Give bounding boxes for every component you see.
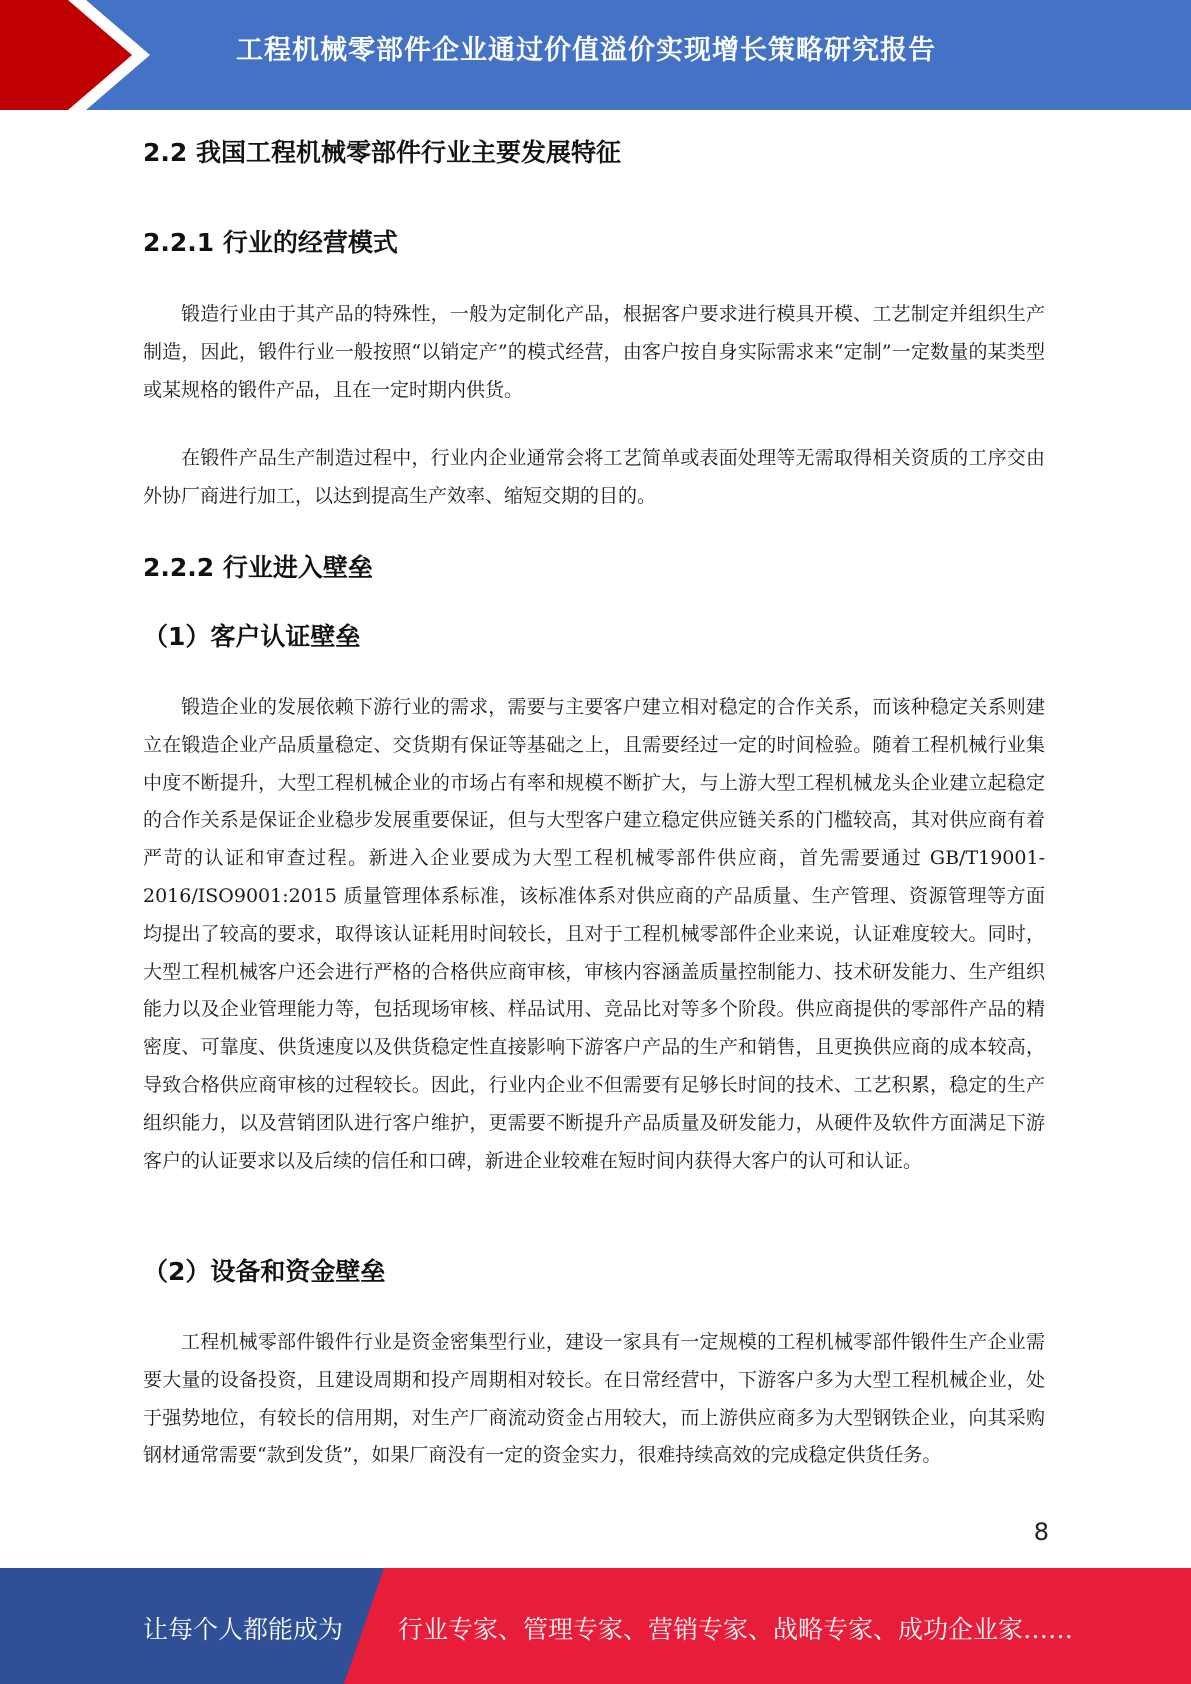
subheading-customer-certification: （1）客户认证壁垒 (143, 622, 361, 651)
subheading-equipment-capital: （2）设备和资金壁垒 (143, 1257, 386, 1286)
paragraph-equipment-capital: 工程机械零部件锻件行业是资金密集型行业，建设一家具有一定规模的工程机械零部件锻件生产企业需要大量的设备投资，且建设周期和投产周期相对较长。在日常经营中，下游客户多为大型工程机械企业，处于强势地位，有较长的信用期，对生产厂商流动资金占用较大，而上游供应商多为大型钢铁企业，向其采购钢材通常需要“款到发货”，如果厂商没有一定的资金实力，很难持续高效的完成稳定供货任务。 (143, 1331, 1045, 1467)
footer-slogan-right: 行业专家、管理专家、营销专家、战略专家、成功企业家…… (398, 1615, 1074, 1644)
heading-2-2-2: 2.2.2 行业进入壁垒 (143, 553, 373, 582)
page-number: 8 (1033, 1518, 1049, 1546)
footer-slogan-left: 让每个人都能成为 (143, 1615, 344, 1644)
heading-2-2-1: 2.2.1 行业的经营模式 (143, 228, 398, 257)
heading-2-2: 2.2 我国工程机械零部件行业主要发展特征 (143, 138, 621, 167)
paragraph-business-model-2: 在锻件产品生产制造过程中，行业内企业通常会将工艺简单或表面处理等无需取得相关资质的工序交由外协厂商进行加工，以达到提高生产效率、缩短交期的目的。 (143, 447, 1045, 507)
page-header (0, 0, 1191, 110)
paragraph-customer-certification: 锻造企业的发展依赖下游行业的需求，需要与主要客户建立相对稳定的合作关系，而该种稳定关系则建立在锻造企业产品质量稳定、交货期有保证等基础之上，且需要经过一定的时间检验。随着工程机械行业集中度不断提升，大型工程机械企业的市场占有率和规模不断扩大，与上游大型工程机械龙头企业建立起稳定的合作关系是保证企业稳步发展重要保证，但与大型客户建立稳定供应链关系的门槛较高，其对供应商有着严苛的认证和审查过程。新进入企业要成为大型工程机械零部件供应商，首先需要通过 GB/T19001-2016/ISO9001:2015 质量管理体系标准，该标准体系对供应商的产品质量、生产管理、资源管理等方面均提出了较高的要求，取得该认证耗用时间较长，且对于工程机械零部件企业来说，认证难度较大。同时，大型工程机械客户还会进行严格的合格供应商审核，审核内容涵盖质量控制能力、技术研发能力、生产组织能力以及企业管理能力等，包括现场审核、样品试用、竞品比对等多个阶段。供应商提供的零部件产品的精密度、可靠度、供货速度以及供货稳定性直接影响下游客户产品的生产和销售，且更换供应商的成本较高，导致合格供应商审核的过程较长。因此，行业内企业不但需要有足够长时间的技术、工艺积累，稳定的生产组织能力，以及营销团队进行客户维护，更需要不断提升产品质量及研发能力，从硬件及软件方面满足下游客户的认证要求以及后续的信任和口碑，新进企业较难在短时间内获得大客户的认可和认证。 (143, 696, 1045, 1172)
page-footer (0, 1568, 1191, 1684)
report-title: 工程机械零部件企业通过价值溢价实现增长策略研究报告 (236, 35, 936, 66)
paragraph-business-model-1: 锻造行业由于其产品的特殊性，一般为定制化产品，根据客户要求进行模具开模、工艺制定并组织生产制造，因此，锻件行业一般按照“以销定产”的模式经营，由客户按自身实际需求来“定制”一定数量的某类型或某规格的锻件产品，且在一定时期内供货。 (143, 303, 1045, 401)
